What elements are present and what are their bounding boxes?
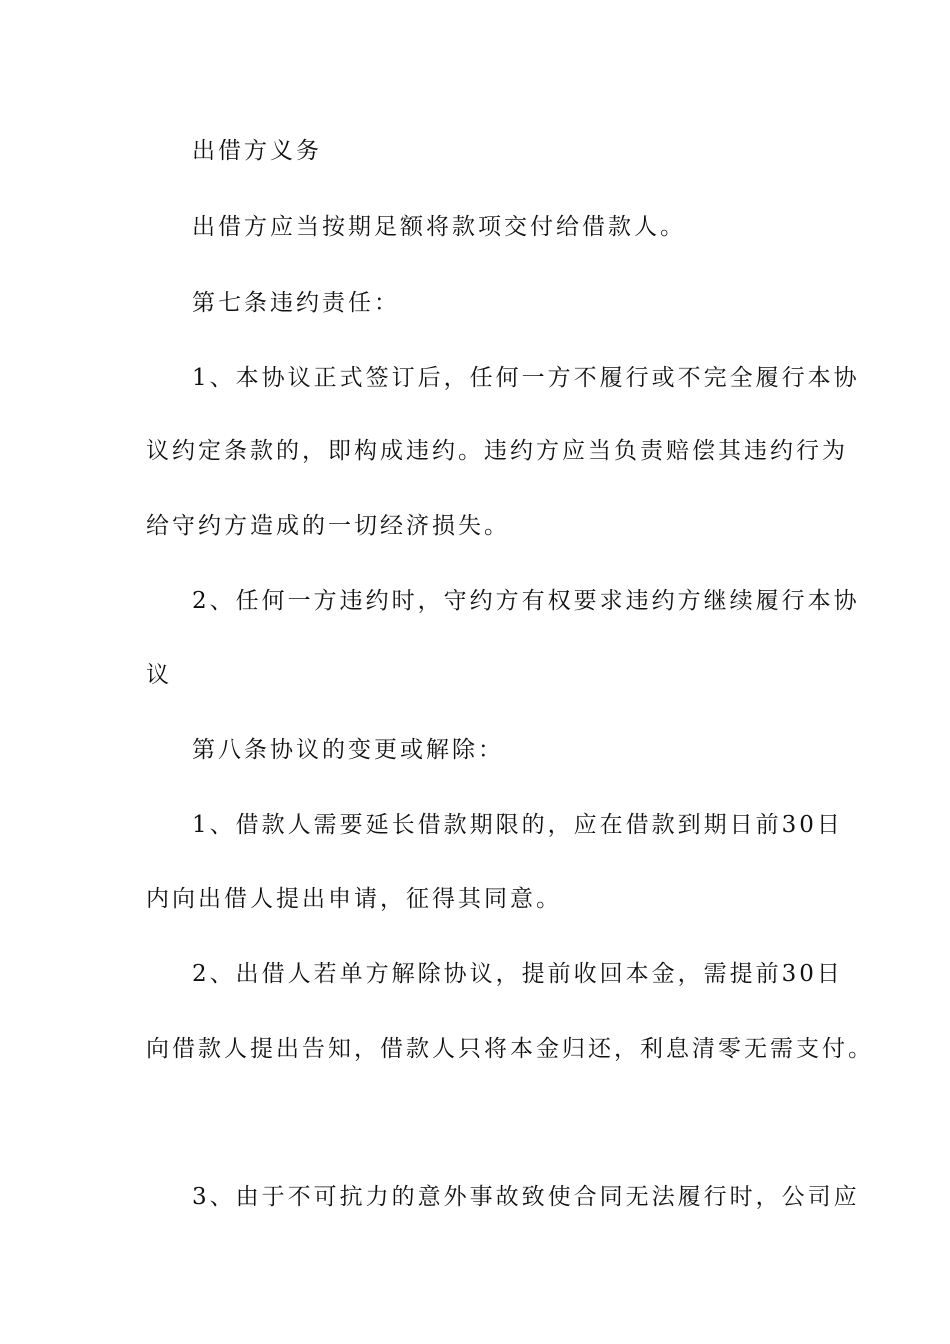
article-7-heading: 第七条违约责任： <box>192 290 400 316</box>
section-heading-lender-obligations: 出借方义务 <box>192 138 322 164</box>
article-8-clause-1-line-2: 内向出借人提出申请，征得其同意。 <box>146 886 562 912</box>
article-8-clause-3-line-1: 3、由于不可抗力的意外事故致使合同无法履行时，公司应 <box>192 1184 860 1210</box>
article-8-clause-2-line-1: 2、出借人若单方解除协议，提前收回本金，需提前30日 <box>192 961 843 987</box>
article-8-clause-2-line-2: 向借款人提出告知，借款人只将本金归还，利息清零无需支付。 <box>146 1036 874 1062</box>
article-8-clause-1-line-1: 1、借款人需要延长借款期限的，应在借款到期日前30日 <box>192 812 843 838</box>
article-7-clause-1-line-3: 给守约方造成的一切经济损失。 <box>146 513 510 539</box>
article-7-clause-2-line-2: 议 <box>146 662 172 688</box>
paragraph-lender-delivery: 出借方应当按期足额将款项交付给借款人。 <box>192 214 686 240</box>
article-7-clause-1-line-1: 1、本协议正式签订后，任何一方不履行或不完全履行本协 <box>192 365 860 391</box>
article-7-clause-1-line-2: 议约定条款的，即构成违约。违约方应当负责赔偿其违约行为 <box>146 438 848 464</box>
article-7-clause-2-line-1: 2、任何一方违约时，守约方有权要求违约方继续履行本协 <box>192 588 860 614</box>
article-8-heading: 第八条协议的变更或解除： <box>192 737 504 763</box>
